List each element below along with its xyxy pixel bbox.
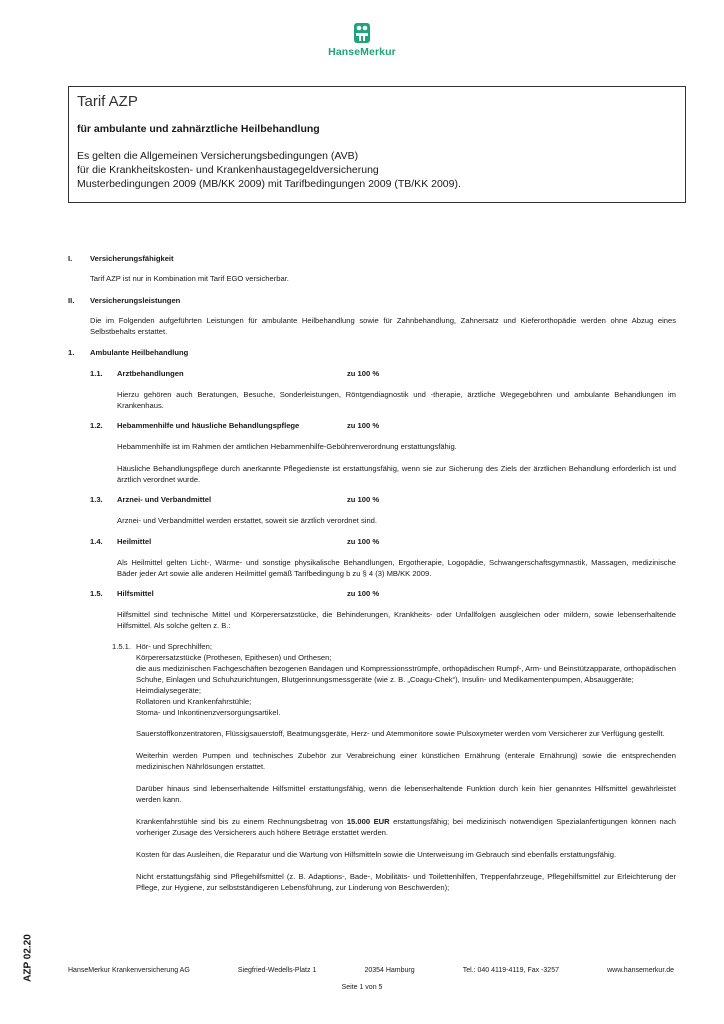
reimbursement-rate: zu 100 % xyxy=(347,369,380,378)
subsection-text: Arznei- und Verbandmittel werden erstattet, soweit sie ärztlich verordnet sind. xyxy=(117,516,378,525)
subsection-heading-1-3 xyxy=(68,494,676,505)
company-logo xyxy=(324,22,400,58)
document-body xyxy=(68,253,676,893)
subsection-heading-1-1 xyxy=(68,368,676,379)
subsection-title: Arznei- und Verbandmittel xyxy=(117,495,212,504)
subsection-text: Hilfsmittel sind technische Mittel und Körperersatzstücke, die Behinderungen, Krankheits- oder Unfallfolgen ausgleichen oder mildern, sowie lebenserhaltende Hilfsmittel. Als solche gelten z. B.: xyxy=(117,610,676,630)
paragraph-wheelchair xyxy=(68,816,676,838)
section-title: Versicherungsleistungen xyxy=(90,296,181,305)
footer-street: Siegfried-Wedells-Platz 1 xyxy=(237,967,317,974)
reimbursement-rate: zu 100 % xyxy=(347,421,380,430)
conditions-line: für die Krankheitskosten- und Krankenhaustagegeldversicherung xyxy=(77,164,379,176)
paragraph-text: Krankenfahrstühle sind bis zu einem Rechnungsbetrag von xyxy=(136,817,347,826)
tariff-title: Tarif AZP xyxy=(77,93,138,110)
section-number: I. xyxy=(68,254,73,263)
paragraph: Kosten für das Ausleihen, die Reparatur und die Wartung von Hilfsmitteln sowie die Unterweisung im Gebrauch sind ebenfalls erstattungsfähig. xyxy=(136,850,617,859)
conditions-line: Musterbedingungen 2009 (MB/KK 2009) mit Tarifbedingungen 2009 (TB/KK 2009). xyxy=(77,178,461,190)
page-number: Seite 1 von 5 xyxy=(341,984,383,991)
footer xyxy=(68,967,674,974)
subsection-text: Hebammenhilfe ist im Rahmen der amtlichen Hebammenhilfe-Gebührenverordnung erstattungsfähig. xyxy=(117,442,457,451)
paragraph-text: erstattungsfähig; bei medizinisch notwendigen Spezialanfertigungen können nach vorheriger Zusage des Versicherers auch höhere Beträge erstattet werden. xyxy=(136,817,677,837)
subsection-text: Häusliche Behandlungspflege durch anerkannte Pflegedienste ist erstattungsfähig, wenn sie zur Sicherung des Ziels der ärztlichen Behandlung erforderlich ist und ärztlich verordnet wurde. xyxy=(117,464,676,484)
reimbursement-rate: zu 100 % xyxy=(347,537,380,546)
subsection-title: Hilfsmittel xyxy=(117,589,154,598)
reimbursement-rate: zu 100 % xyxy=(347,495,380,504)
list-item: Körperersatzstücke (Prothesen, Epithesen) und Orthesen; xyxy=(136,653,332,662)
reimbursement-rate: zu 100 % xyxy=(347,589,380,598)
footer-company: HanseMerkur Krankenversicherung AG xyxy=(68,967,190,974)
section-heading-II xyxy=(68,295,676,306)
subsection-heading-1-2 xyxy=(68,420,676,431)
list-item: die aus medizinischen Fachgeschäften bezogenen Bandagen und Kompressionsstrümpfe, orthopädischen Rumpf-, Arm- und Beinstützapparate, orthopädischen Schuhe, Einlagen und Schuhzurichtungen, Blutgerinnungsmessgeräte (wie z. B. „Coagu-Chek“), Insulin- und Medikamentenpumpen, Absauggeräte; xyxy=(136,664,676,684)
amount-limit: 15.000 EUR xyxy=(346,817,390,826)
subsection-1-5-1 xyxy=(68,641,676,718)
conditions-line: Es gelten die Allgemeinen Versicherungsbedingungen (AVB) xyxy=(77,150,359,162)
section-heading-1 xyxy=(68,347,676,358)
subsection-number: 1.5. xyxy=(90,589,103,598)
section-number: II. xyxy=(68,296,75,305)
section-title: Versicherungsfähigkeit xyxy=(90,254,174,263)
list-item: Rollatoren und Krankenfahrstühle; xyxy=(136,697,252,706)
section-heading-I xyxy=(68,253,676,264)
paragraph: Darüber hinaus sind lebenserhaltende Hilfsmittel erstattungsfähig, wenn die lebenserhaltende Funktion durch kein hier genanntes Hilfsmittel gewährleistet werden kann. xyxy=(136,784,676,804)
subsection-number: 1.4. xyxy=(90,537,103,546)
hansemerkur-logo-icon xyxy=(351,22,373,44)
section-text: Tarif AZP ist nur in Kombination mit Tarif EGO versicherbar. xyxy=(90,274,289,283)
section-text: Die im Folgenden aufgeführten Leistungen für ambulante Heilbehandlung sowie für Zahnbehandlung, Zahnersatz und Kieferorthopädie werden ohne Abzug eines Selbstbehalts erstattet. xyxy=(90,316,676,336)
logo-wordmark: HanseMerkur xyxy=(328,46,396,58)
list-item: Stoma- und Inkontinenzversorgungsartikel. xyxy=(136,708,281,717)
subsection-text: Hierzu gehören auch Beratungen, Besuche, Sonderleistungen, Röntgendiagnostik und -therapie, ärztliche Wegegebühren und ambulante Behandlungen im Krankenhaus. xyxy=(117,390,676,410)
tariff-conditions xyxy=(77,149,677,191)
paragraph: Sauerstoffkonzentratoren, Flüssigsauerstoff, Beatmungsgeräte, Herz- und Atemmonitore sowie Pulsoxymeter werden vom Versicherer zur Verfügung gestellt. xyxy=(136,729,665,738)
subsection-title: Heilmittel xyxy=(117,537,152,546)
footer-website: www.hansemerkur.de xyxy=(607,967,674,974)
footer-city: 20354 Hamburg xyxy=(364,967,415,974)
paragraph: Weiterhin werden Pumpen und technisches Zubehör zur Verabreichung einer künstlichen Ernährung (enterale Ernährung) sowie die entsprechenden medizinischen Nährlösungen erstattet. xyxy=(136,751,676,771)
subsection-number: 1.1. xyxy=(90,369,103,378)
subsection-number: 1.3. xyxy=(90,495,103,504)
subsection-title: Arztbehandlungen xyxy=(117,369,184,378)
aid-list xyxy=(136,641,676,718)
subsection-heading-1-5 xyxy=(68,588,676,599)
footer-phone: Tel.: 040 4119-4119, Fax -3257 xyxy=(462,967,559,974)
subsection-number: 1.5.1. xyxy=(112,642,131,651)
section-title: Ambulante Heilbehandlung xyxy=(90,348,189,357)
tariff-title-box xyxy=(68,86,686,203)
paragraph: Nicht erstattungsfähig sind Pflegehilfsmittel (z. B. Adaptions-, Bade-, Mobilitäts- und Toilettenhilfen, Treppenfahrzeuge, Pflegehilfsmittel zur Erleichterung der Pflege, zur Hygiene, zur selbstständigeren Lebensführung, zur Linderung von Beschwerden); xyxy=(136,872,676,892)
list-item: Heimdialysegeräte; xyxy=(136,686,201,695)
subsection-number: 1.2. xyxy=(90,421,103,430)
subsection-heading-1-4 xyxy=(68,536,676,547)
section-number: 1. xyxy=(68,348,75,357)
subsection-text: Als Heilmittel gelten Licht-, Wärme- und sonstige physikalische Behandlungen, Ergotherapie, Logopädie, Schwangerschaftsgymnastik, Massagen, medizinische Bäder jeder Art sowie alle anderen Heilmittel gemäß Tarifbedingung b zu § 4 (3) MB/KK 2009. xyxy=(117,558,676,578)
tariff-subtitle: für ambulante und zahnärztliche Heilbehandlung xyxy=(77,123,320,135)
list-item: Hör- und Sprechhilfen; xyxy=(136,642,212,651)
document-code: AZP 02.20 xyxy=(22,934,34,982)
subsection-title: Hebammenhilfe und häusliche Behandlungspflege xyxy=(117,421,300,430)
